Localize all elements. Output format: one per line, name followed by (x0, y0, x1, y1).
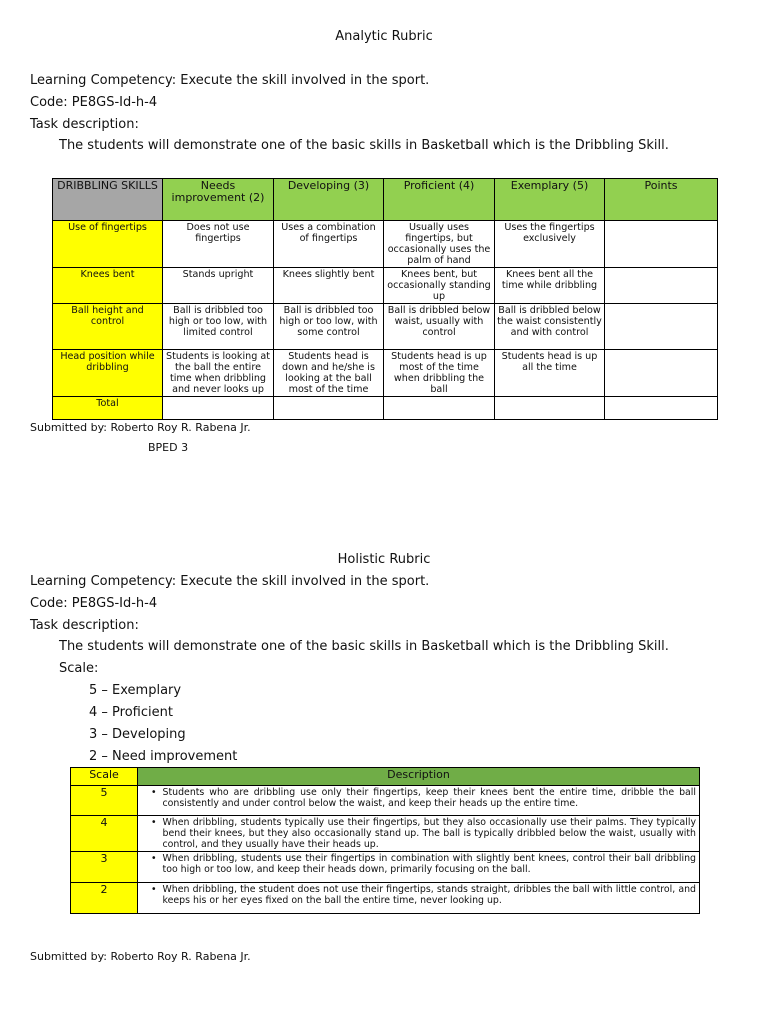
points-cell (605, 268, 718, 304)
holistic-rubric-table (70, 767, 700, 914)
rubric-cell: Uses a combination of fingertips (274, 221, 384, 268)
holistic-code: Code: PE8GS-Id-h-4 (30, 596, 158, 611)
header-proficient: Proficient (4) (384, 179, 495, 221)
header-developing: Developing (3) (274, 179, 384, 221)
holistic-row (71, 883, 700, 914)
description-text: When dribbling, the student does not use their fingertips, stands straight, dribbles the ball with little control, and keeps his or her eyes fixed on the ball the entire time, never looking up. (162, 884, 696, 906)
criterion-cell: Knees bent (53, 268, 163, 304)
analytic-task-label: Task description: (30, 117, 139, 132)
header-exemplary: Exemplary (5) (495, 179, 605, 221)
points-cell (605, 304, 718, 350)
description-cell (138, 883, 700, 914)
description-text: When dribbling, students use their fingertips in combination with slightly bent knees, control their ball dribbling too high or too low, and keep their heads down, primarily focusing on the ball. (162, 853, 696, 875)
rubric-header-row (53, 179, 718, 221)
bullet-marker: • (151, 884, 157, 895)
description-cell (138, 852, 700, 883)
holistic-row (71, 852, 700, 883)
holistic-header-row (71, 768, 700, 786)
header-dribbling-skills: DRIBBLING SKILLS (53, 179, 163, 221)
rubric-row-ball-height (53, 304, 718, 350)
criterion-cell: Total (53, 397, 163, 420)
scale-cell: 2 (71, 883, 138, 914)
rubric-cell: Usually uses fingertips, but occasionally uses the palm of hand (384, 221, 495, 268)
rubric-cell: Stands upright (163, 268, 274, 304)
rubric-cell: Ball is dribbled too high or too low, with some control (274, 304, 384, 350)
description-text: When dribbling, students typically use their fingertips, but they also occasionally use their palms. They typically bend their knees, but they also occasionally stand up. The ball is typically dribbled below the waist, usually with control, and they usually have their heads up. (162, 817, 696, 850)
bullet-marker: • (151, 787, 157, 798)
analytic-competency: Learning Competency: Execute the skill involved in the sport. (30, 73, 430, 88)
rubric-cell: Ball is dribbled below the waist consistently and with control (495, 304, 605, 350)
scale-item: 2 – Need improvement (89, 749, 238, 764)
criterion-cell: Head position while dribbling (53, 350, 163, 397)
rubric-cell: Students head is up all the time (495, 350, 605, 397)
analytic-title: Analytic Rubric (335, 29, 433, 44)
header-needs-improvement: Needs improvement (2) (163, 179, 274, 221)
header-description: Description (138, 768, 700, 786)
analytic-rubric-table (52, 178, 718, 420)
bullet-marker: • (151, 853, 157, 864)
rubric-cell: Knees slightly bent (274, 268, 384, 304)
rubric-row-knees (53, 268, 718, 304)
rubric-cell: Does not use fingertips (163, 221, 274, 268)
holistic-row (71, 816, 700, 852)
rubric-cell: Ball is dribbled too high or too low, with limited control (163, 304, 274, 350)
holistic-row (71, 786, 700, 816)
header-points: Points (605, 179, 718, 221)
header-scale: Scale (71, 768, 138, 786)
rubric-cell: Students is looking at the ball the entire time when dribbling and never looks up (163, 350, 274, 397)
rubric-cell: Knees bent all the time while dribbling (495, 268, 605, 304)
scale-cell: 4 (71, 816, 138, 852)
rubric-cell: Students head is down and he/she is looking at the ball most of the time (274, 350, 384, 397)
rubric-cell (384, 397, 495, 420)
rubric-cell (495, 397, 605, 420)
rubric-row-total (53, 397, 718, 420)
holistic-task-label: Task description: (30, 618, 139, 633)
analytic-code: Code: PE8GS-Id-h-4 (30, 95, 158, 110)
description-cell (138, 816, 700, 852)
rubric-cell (274, 397, 384, 420)
rubric-cell: Ball is dribbled below waist, usually with control (384, 304, 495, 350)
analytic-task-text: The students will demonstrate one of the basic skills in Basketball which is the Dribbling Skill. (59, 138, 669, 153)
scale-cell: 3 (71, 852, 138, 883)
points-cell (605, 221, 718, 268)
scale-item: 3 – Developing (89, 727, 186, 742)
criterion-cell: Use of fingertips (53, 221, 163, 268)
points-cell (605, 350, 718, 397)
rubric-row-head-position (53, 350, 718, 397)
rubric-cell (163, 397, 274, 420)
analytic-submitted-by: Submitted by: Roberto Roy R. Rabena Jr. (30, 421, 251, 434)
criterion-cell: Ball height and control (53, 304, 163, 350)
holistic-scale-label: Scale: (59, 661, 99, 676)
description-cell (138, 786, 700, 816)
holistic-submitted-by: Submitted by: Roberto Roy R. Rabena Jr. (30, 950, 251, 963)
holistic-competency: Learning Competency: Execute the skill involved in the sport. (30, 574, 430, 589)
points-cell (605, 397, 718, 420)
rubric-cell: Knees bent, but occasionally standing up (384, 268, 495, 304)
bullet-marker: • (151, 817, 157, 828)
scale-item: 4 – Proficient (89, 705, 173, 720)
description-text: Students who are dribbling use only their fingertips, keep their knees bent the entire time, dribble the ball consistently and under control below the waist, and keep their heads up the entire time. (162, 787, 696, 809)
rubric-cell: Uses the fingertips exclusively (495, 221, 605, 268)
rubric-row-fingertips (53, 221, 718, 268)
rubric-cell: Students head is up most of the time when dribbling the ball (384, 350, 495, 397)
scale-item: 5 – Exemplary (89, 683, 182, 698)
holistic-title: Holistic Rubric (337, 552, 431, 567)
scale-cell: 5 (71, 786, 138, 816)
analytic-course: BPED 3 (148, 441, 189, 454)
holistic-task-text: The students will demonstrate one of the basic skills in Basketball which is the Dribbling Skill. (59, 639, 669, 654)
